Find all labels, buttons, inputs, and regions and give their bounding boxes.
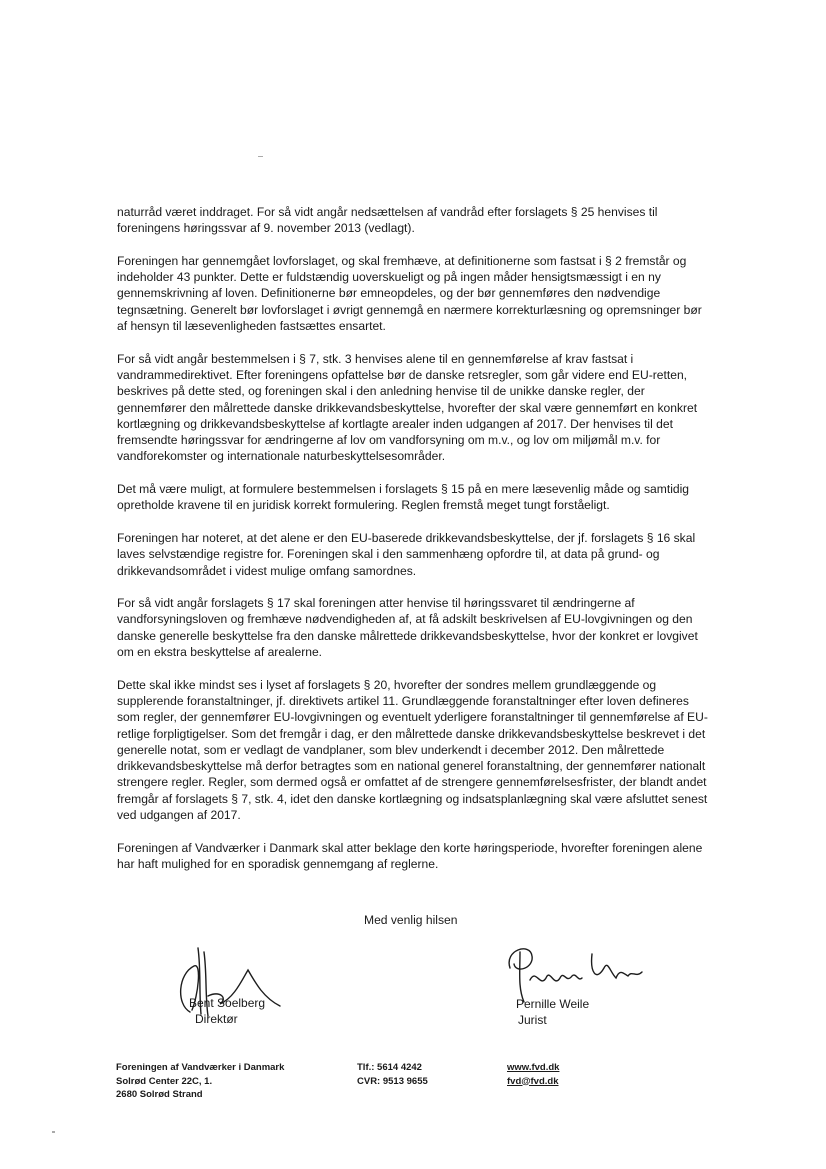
signatory-left-name: Bent Soelberg (189, 996, 266, 1010)
footer-address (116, 1061, 284, 1102)
signatory-left-title: Direktør (195, 1012, 238, 1026)
closing-salutation: Med venlig hilsen (364, 913, 458, 927)
paragraph: Foreningen har noteret, at det alene er den EU-baserede drikkevandsbeskyttelse, der jf. forslagets § 16 skal laves selvstændige registre for. Foreningen skal i den sammenhæng opfordre til, at data på grund- og drikkevandsområdet i videst mulige omfang samordnes. (117, 530, 696, 578)
paragraph: Dette skal ikke mindst ses i lyset af forslagets § 20, hvorefter der sondres mellem grundlæggende og supplerende foranstaltninger, jf. direktivets artikel 11. Grundlæggende foranstaltninger efter loven defineres som regler, der gennemfører EU-lovgivningen og eventuelt yderligere foranstaltninger til gennemførelse af EU-retlige forpligtigelser. Som det fremgår i dag, er den målrettede danske drikkevandsbeskyttelse beskrevet i det generelle notat, som er vedlagt de vandplaner, som blev underkendt i december 2012. Den målrettede drikkevandsbeskyttelse må derfor betragtes som en national generel foranstaltning, der gennemfører nationalt strengere regler. Regler, som dermed også er omfattet af de strengere gennemførelsesfrister, der blandt andet fremgår af forslagets § 7, stk. 4, idet den danske kortlægning og indsatsplanlægning skal være afsluttet senest ved udgangen af 2017. (117, 677, 708, 822)
footer-website-link[interactable]: www.fvd.dk (507, 1062, 560, 1073)
paragraph: For så vidt angår forslagets § 17 skal foreningen atter henvise til høringssvaret til ændringerne af vandforsyningsloven og fremhæve nødvendigheden af, at få adskilt beskrivelsen af EU-lovgivningen og den danske generelle beskyttelse fra den danske målrettede drikkevandsbeskyttelse, hvor der konkret er lovgivet om en ekstra beskyttelse af arealerne. (117, 596, 698, 660)
footer-email-link[interactable]: fvd@fvd.dk (507, 1075, 559, 1087)
paragraph: naturråd været inddraget. For så vidt angår nedsættelsen af vandråd efter forslagets § 25 henvises til foreningens høringssvar af 9. november 2013 (vedlagt). (117, 205, 658, 236)
scan-speck (258, 156, 263, 157)
footer-org-name: Foreningen af Vandværker i Danmark (116, 1062, 285, 1073)
footer-street: Solrød Center 22C, 1. (116, 1075, 213, 1087)
footer-links (507, 1061, 559, 1088)
signatory-right-title: Jurist (518, 1013, 547, 1027)
signatory-right-name: Pernille Weile (516, 997, 590, 1011)
footer-phone: Tlf.: 5614 4242 (357, 1062, 422, 1073)
paragraph: Det må være muligt, at formulere bestemmelsen i forslagets § 15 på en mere læsevenlig måde og samtidig opretholde kravene til en juridisk korrekt formulering. Reglen fremstå meget tungt forståeligt. (117, 482, 690, 513)
footer-city: 2680 Solrød Strand (116, 1089, 203, 1100)
paragraph: For så vidt angår bestemmelsen i § 7, stk. 3 henvises alene til en gennemførelse af krav fastsat i vandrammedirektivet. Efter foreningens opfattelse bør de danske retsregler, som går videre end EU-retten, beskrives på dette sted, og foreningen skal i den anledning henvise til de unikke danske regler, der gennemfører den målrettede danske drikkevandsbeskyttelse, hvorefter der skal være gennemført en konkret kortlægning og drikkevandsbeskyttelse af kortlagte arealer inden udgangen af 2017. Der henvises til det fremsendte høringssvar for ændringerne af lov om vandforsyning om m.v., og lov om miljømål m.v. for vandforekomster og internationale naturbeskyttelsesområder. (117, 351, 698, 464)
footer-cvr: CVR: 9513 9655 (357, 1075, 428, 1087)
signatory-left (189, 995, 265, 1027)
scan-speck (52, 1131, 55, 1133)
footer-contact (357, 1061, 428, 1088)
signatory-right (516, 996, 589, 1028)
paragraph: Foreningen af Vandværker i Danmark skal atter beklage den korte høringsperiode, hvorefter foreningen alene har haft mulighed for en sporadisk gennemgang af reglerne. (117, 840, 703, 871)
paragraph: Foreningen har gennemgået lovforslaget, og skal fremhæve, at definitionerne som fastsat i § 2 fremstår og indeholder 43 punkter. Dette er fuldstændig uoverskueligt og på ingen måder hensigtsmæssigt i en ny gennemskrivning af loven. Definitionerne bør emneopdeles, og der bør gennemføres den nødvendige tegnsætning. Generelt bør lovforslaget i øvrigt gennemgå en nærmere korrekturlæsning og opremsninger bør af hensyn til læsevenligheden fastsættes ensartet. (117, 253, 702, 334)
letter-body (117, 204, 711, 888)
